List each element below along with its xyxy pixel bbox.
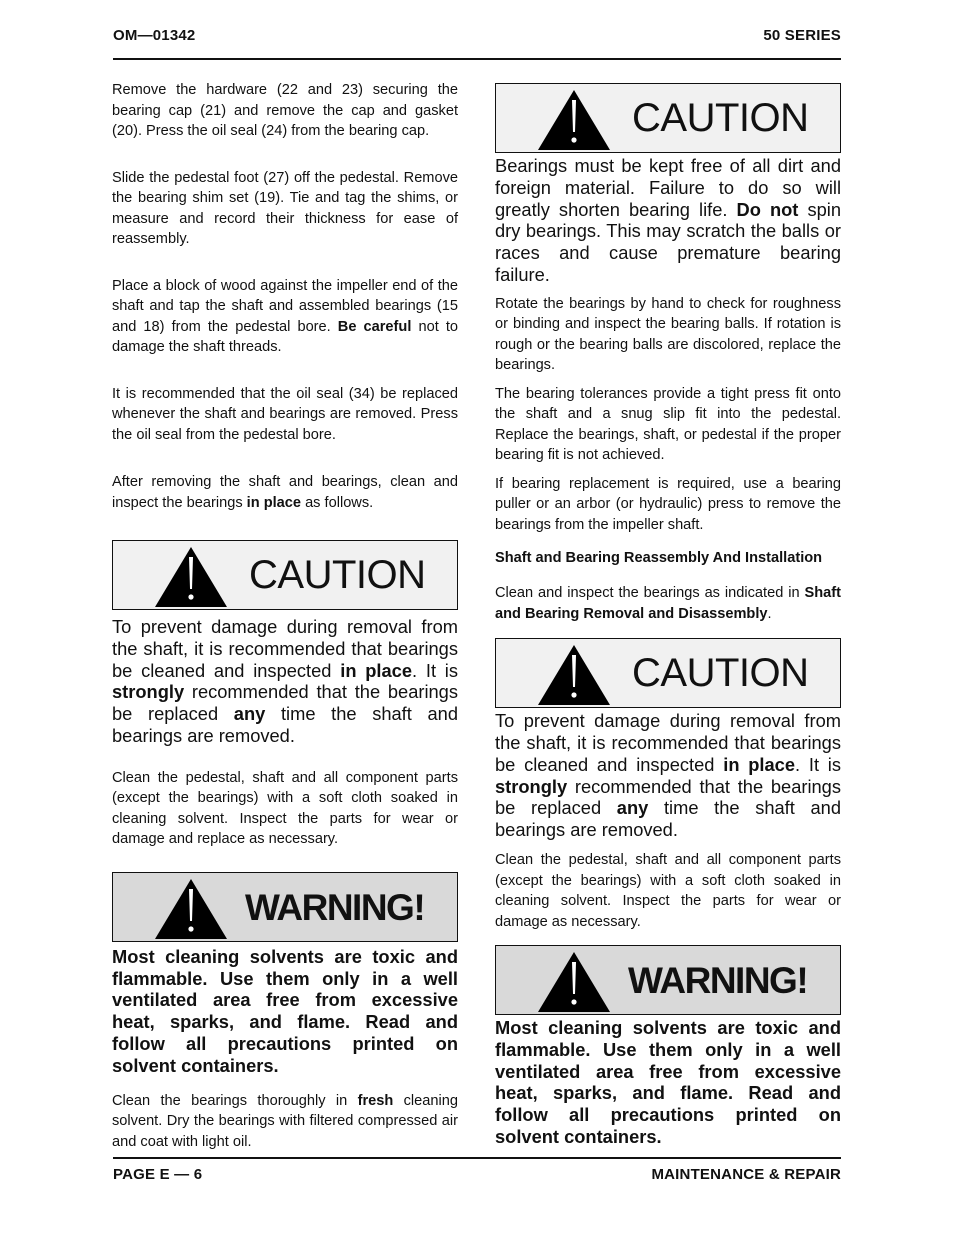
warning-label: WARNING! <box>245 886 425 928</box>
section-title: MAINTENANCE & REPAIR <box>651 1166 841 1183</box>
warning-triangle-icon <box>536 950 612 1014</box>
paragraph-pedestal-foot: Slide the pedestal foot (27) off the pedestal. Remove the bearing shim set (19). Tie and tag the shims, or measure and record their thickness for ease of reassembly. <box>112 169 458 247</box>
paragraph-bearing-tolerances: The bearing tolerances provide a tight press fit onto the shaft and a snug slip fit into the pedestal. Replace the bearings, shaft, or pedestal if the proper bearing fit is not achieved. <box>495 385 841 464</box>
doc-number: OM—01342 <box>113 27 196 44</box>
paragraph-bearing-replacement: If bearing replacement is required, use a bearing puller or an arbor (or hydraulic) press to remove the bearings from the impeller shaft. <box>495 475 841 533</box>
left-column <box>112 80 458 1152</box>
right-column <box>495 80 841 1148</box>
warning-label: WARNING! <box>628 960 808 1002</box>
caution-box <box>495 638 841 708</box>
caution-label: CAUTION <box>249 553 426 597</box>
caution-label: CAUTION <box>632 96 809 140</box>
paragraph-rotate-bearings: Rotate the bearings by hand to check for roughness or binding and inspect the bearing balls. If rotation is rough or the bearing balls are discolored, replace the bearings. <box>495 295 841 374</box>
paragraph-clean-bearings: Clean the bearings thoroughly in fresh cleaning solvent. Dry the bearings with filtered compressed air and coat with light oil. <box>112 1092 458 1150</box>
paragraph-after-removing: After removing the shaft and bearings, clean and inspect the bearings in place as follows. <box>112 474 458 511</box>
caution-text: To prevent damage during removal from the shaft, it is recommended that bearings be cleaned and inspected in place. It is strongly recommended that the bearings be replaced any time the shaft and bearings are removed. <box>112 616 459 746</box>
paragraph-oil-seal: It is recommended that the oil seal (34) be replaced whenever the shaft and bearings are removed. Press the oil seal from the pedestal bore. <box>112 385 458 443</box>
caution-text: To prevent damage during removal from the shaft, it is recommended that bearings be cleaned and inspected in place. It is strongly recommended that the bearings be replaced any time the shaft and bearings are removed. <box>495 710 842 841</box>
paragraph-clean-pedestal: Clean the pedestal, shaft and all component parts (except the bearings) with a soft cloth soaked in cleaning solvent. Inspect the parts for wear or damage and replace as necessary. <box>112 769 458 848</box>
caution-triangle-icon <box>536 88 612 152</box>
warning-text: Most cleaning solvents are toxic and flammable. Use them only in a well ventilated area free from excessive heat, sparks, and flame. Read and follow all precautions printed on solvent containers. <box>495 1017 841 1148</box>
caution-label: CAUTION <box>632 651 809 696</box>
page-number: PAGE E — 6 <box>113 1166 203 1183</box>
series-title: 50 SERIES <box>763 27 841 44</box>
paragraph-bearing-cap: Remove the hardware (22 and 23) securing the bearing cap (21) and remove the cap and gasket (20). Press the oil seal (24) from the bearing cap. <box>112 82 458 139</box>
header-rule <box>113 58 841 60</box>
paragraph-clean-pedestal: Clean the pedestal, shaft and all component parts (except the bearings) with a soft cloth soaked in cleaning solvent. Inspect the parts for wear or damage as necessary. <box>495 852 841 930</box>
caution-box <box>112 540 458 610</box>
paragraph-clean-inspect: Clean and inspect the bearings as indicated in Shaft and Bearing Removal and Disassembly. <box>495 585 841 622</box>
paragraph-wood-block: Place a block of wood against the impeller end of the shaft and tap the shaft and assembled bearings (15 and 18) from the pedestal bore. Be careful not to damage the shaft threads. <box>112 277 458 355</box>
warning-triangle-icon <box>153 877 229 941</box>
caution-text: Bearings must be kept free of all dirt and foreign material. Failure to do so will greatly shorten bearing life. Do not spin dry bearings. This may scratch the balls or races and cause premature bearing failure. <box>495 155 841 285</box>
warning-box <box>495 945 841 1015</box>
caution-box <box>495 83 841 153</box>
section-heading: Shaft and Bearing Reassembly And Installation <box>495 550 823 567</box>
warning-text: Most cleaning solvents are toxic and flammable. Use them only in a well ventilated area free from excessive heat, sparks, and flame. Read and follow all precautions printed on solvent containers. <box>112 945 458 1076</box>
caution-triangle-icon <box>153 545 229 609</box>
footer-rule <box>113 1157 841 1159</box>
caution-triangle-icon <box>536 643 612 707</box>
warning-box <box>112 872 458 942</box>
